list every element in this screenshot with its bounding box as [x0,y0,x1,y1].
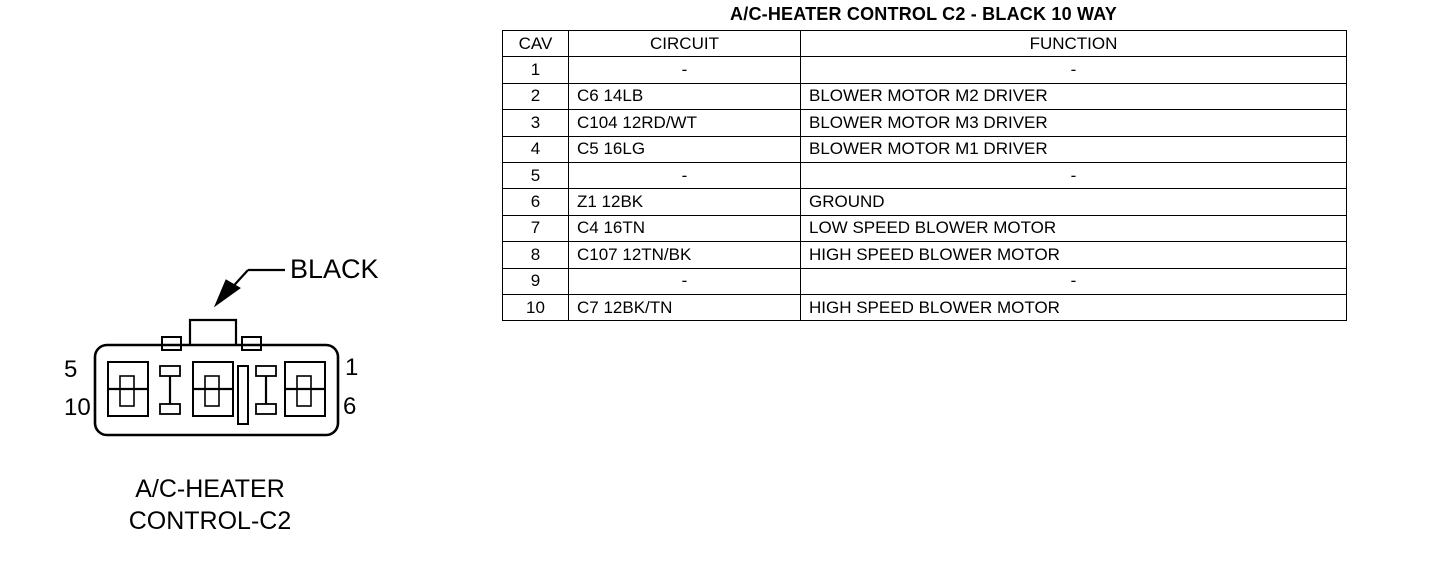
cell-circuit: C107 12TN/BK [569,242,801,268]
cell-cav: 8 [503,242,569,268]
terminal-pos-1 [108,362,148,416]
cell-function: - [801,162,1347,188]
cell-cav: 10 [503,294,569,320]
cell-function: HIGH SPEED BLOWER MOTOR [801,294,1347,320]
cell-circuit: C104 12RD/WT [569,110,801,136]
cell-function: - [801,57,1347,83]
cell-function: LOW SPEED BLOWER MOTOR [801,215,1347,241]
cell-function: BLOWER MOTOR M2 DRIVER [801,83,1347,109]
header-cav: CAV [503,31,569,57]
cell-cav: 2 [503,83,569,109]
pin-label-5: 5 [64,356,78,383]
terminal-pos-4 [256,366,276,414]
cell-circuit: C4 16TN [569,215,801,241]
cell-circuit: - [569,162,801,188]
cell-cav: 4 [503,136,569,162]
cell-circuit: C7 12BK/TN [569,294,801,320]
cell-cav: 6 [503,189,569,215]
cell-cav: 5 [503,162,569,188]
cell-cav: 3 [503,110,569,136]
cell-circuit: - [569,57,801,83]
header-circuit: CIRCUIT [569,31,801,57]
cell-cav: 7 [503,215,569,241]
cell-circuit: - [569,268,801,294]
connector-tab-right [242,337,261,350]
connector-latch [190,320,236,345]
color-label-black: BLACK [290,254,379,284]
header-function: FUNCTION [801,31,1347,57]
cell-cav: 9 [503,268,569,294]
cell-cav: 1 [503,57,569,83]
connector-tab-left [162,337,181,350]
connector-title-line1: A/C-HEATER [135,475,285,503]
table-title: A/C-HEATER CONTROL C2 - BLACK 10 WAY [730,4,1117,24]
cell-function: BLOWER MOTOR M3 DRIVER [801,110,1347,136]
connector-title [60,473,360,537]
pin-label-1: 1 [345,354,359,381]
cell-circuit: C6 14LB [569,83,801,109]
connector-title-line2: CONTROL-C2 [128,507,292,535]
cell-function: - [801,268,1347,294]
cell-function: HIGH SPEED BLOWER MOTOR [801,242,1347,268]
connector-center-rib [238,366,248,424]
cell-function: BLOWER MOTOR M1 DRIVER [801,136,1347,162]
cell-function: GROUND [801,189,1347,215]
cell-circuit: C5 16LG [569,136,801,162]
cell-circuit: Z1 12BK [569,189,801,215]
terminal-pos-2 [160,366,180,414]
terminal-pos-3 [193,362,233,416]
pin-label-6: 6 [343,393,357,420]
pin-label-10: 10 [64,394,91,421]
terminal-pos-5 [285,362,325,416]
